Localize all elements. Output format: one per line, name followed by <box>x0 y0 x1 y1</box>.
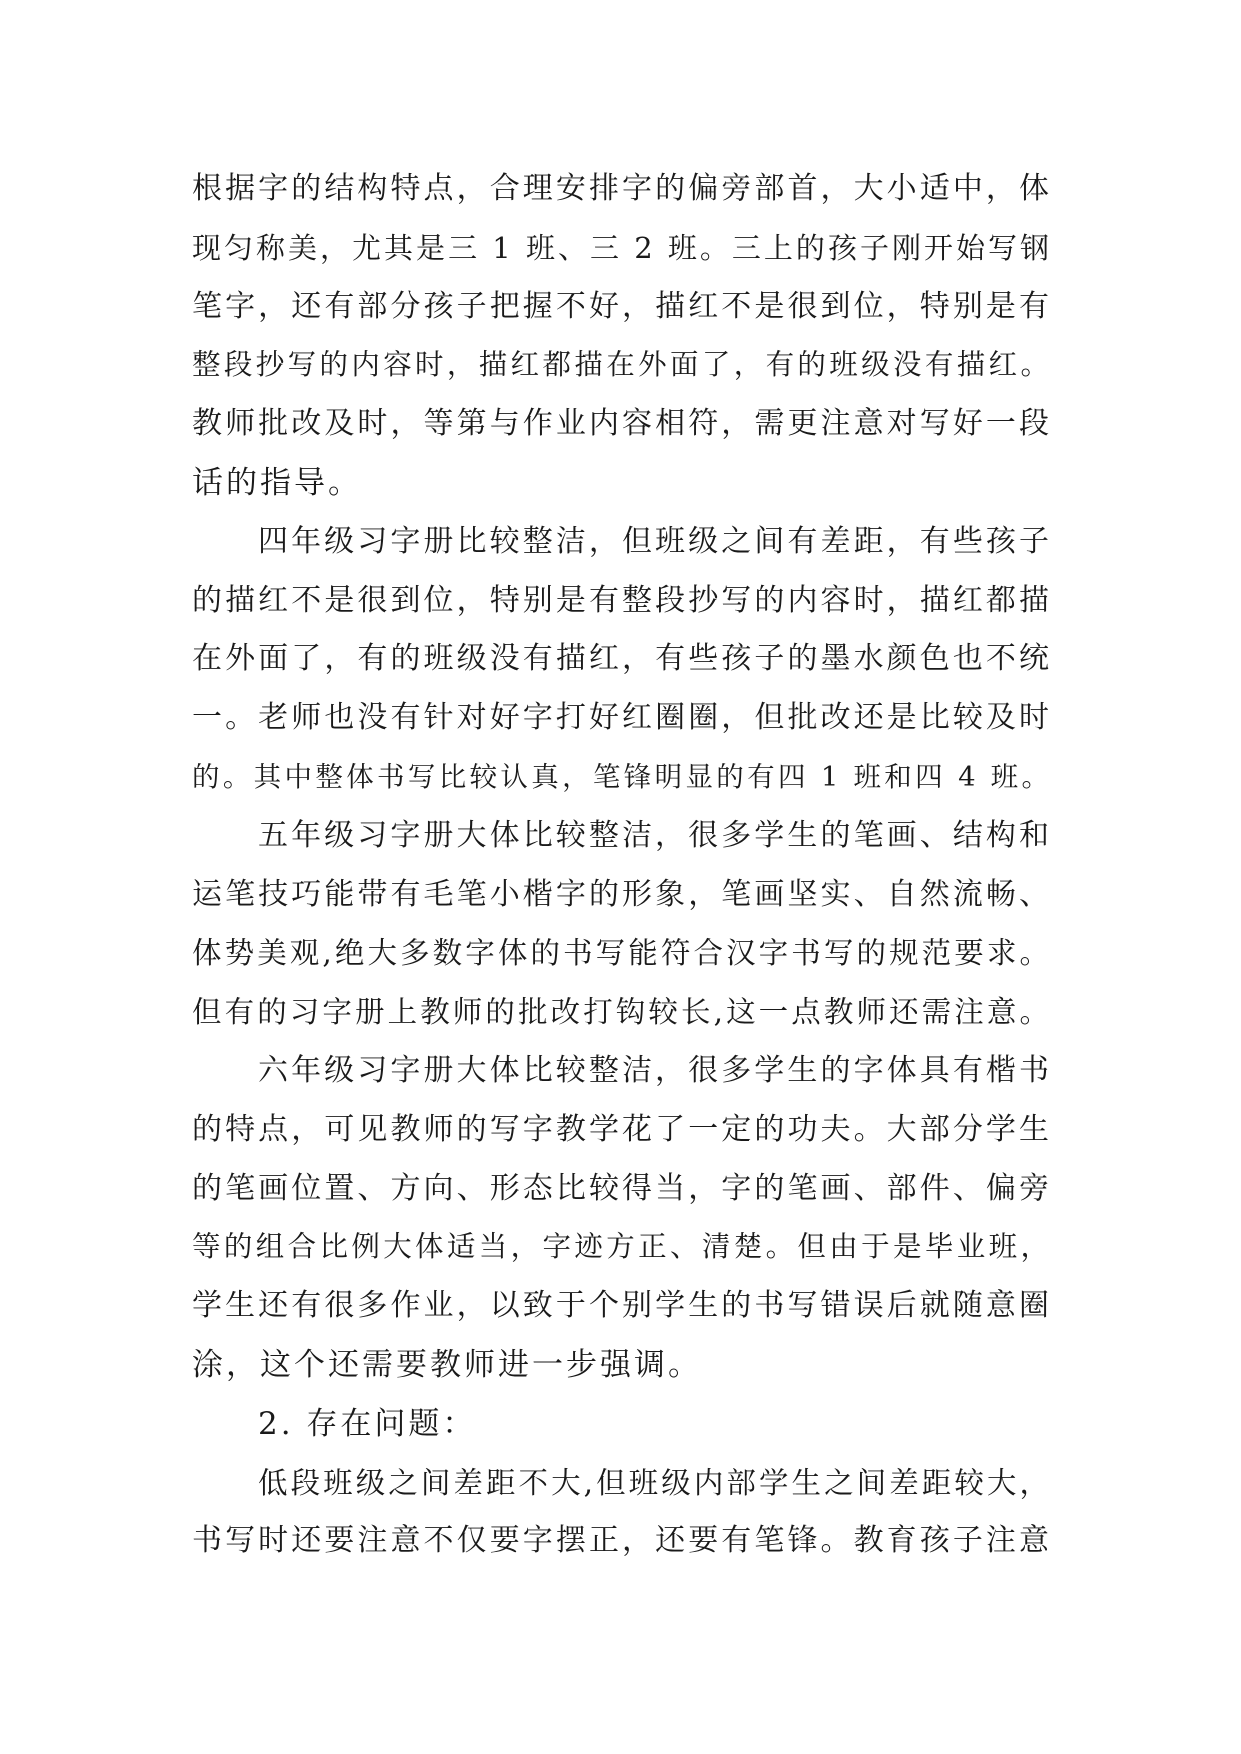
text-line: 现匀称美，尤其是三 1 班、三 2 班。三上的孩子刚开始写钢 <box>192 230 1052 265</box>
text-line: 笔字，还有部分孩子把握不好，描红不是很到位，特别是有 <box>192 288 1052 324</box>
text-line: 一。老师也没有针对好字打好红圈圈，但批改还是比较及时 <box>192 700 1052 736</box>
text-line: 的。其中整体书写比较认真，笔锋明显的有四 1 班和四 4 班。 <box>192 760 1052 793</box>
text-line: 五年级习字册大体比较整洁，很多学生的笔画、结构和 <box>258 817 1052 853</box>
text-line: 的描红不是很到位，特别是有整段抄写的内容时，描红都描 <box>192 582 1052 618</box>
text-line: 涂，这个还需要教师进一步强调。 <box>192 1346 702 1383</box>
text-line: 六年级习字册大体比较整洁，很多学生的字体具有楷书 <box>258 1052 1052 1088</box>
text-line: 的特点，可见教师的写字教学花了一定的功夫。大部分学生 <box>192 1111 1052 1147</box>
text-line: 低段班级之间差距不大,但班级内部学生之间差距较大， <box>258 1465 1052 1500</box>
text-line: 四年级习字册比较整洁，但班级之间有差距，有些孩子 <box>258 523 1052 559</box>
text-line: 根据字的结构特点，合理安排字的偏旁部首，大小适中，体 <box>192 171 1052 206</box>
text-line: 等的组合比例大体适当，字迹方正、清楚。但由于是毕业班， <box>192 1230 1052 1264</box>
text-line: 话的指导。 <box>192 464 362 501</box>
text-line: 但有的习字册上教师的批改打钩较长,这一点教师还需注意。 <box>192 995 1052 1030</box>
text-line: 2. 存在问题： <box>258 1405 477 1442</box>
text-line: 在外面了，有的班级没有描红，有些孩子的墨水颜色也不统 <box>192 641 1052 677</box>
text-line: 教师批改及时，等第与作业内容相符，需更注意对写好一段 <box>192 406 1052 442</box>
body-text <box>192 160 1052 1571</box>
text-line: 书写时还要注意不仅要字摆正，还要有笔锋。教育孩子注意 <box>192 1523 1052 1559</box>
text-line: 整段抄写的内容时，描红都描在外面了，有的班级没有描红。 <box>192 348 1052 382</box>
text-line: 的笔画位置、方向、形态比较得当，字的笔画、部件、偏旁 <box>192 1170 1052 1206</box>
text-line: 运笔技巧能带有毛笔小楷字的形象，笔画坚实、自然流畅、 <box>192 876 1052 912</box>
text-line: 学生还有很多作业，以致于个别学生的书写错误后就随意圈 <box>192 1288 1052 1324</box>
text-line: 体势美观,绝大多数字体的书写能符合汉字书写的规范要求。 <box>192 936 1052 971</box>
